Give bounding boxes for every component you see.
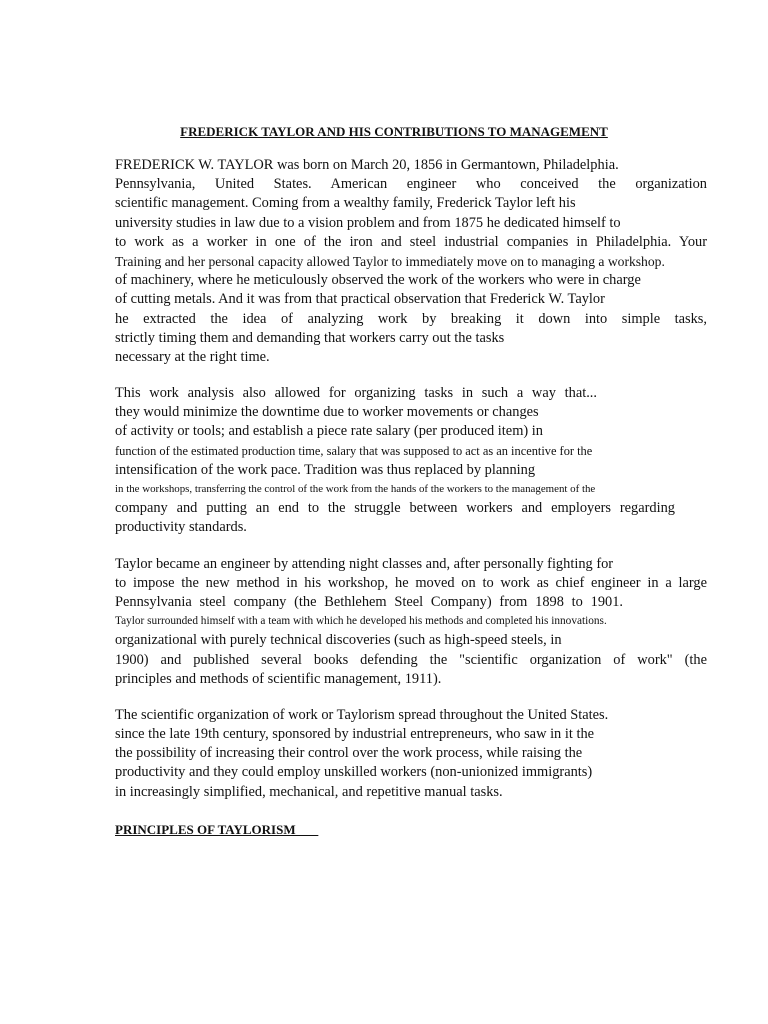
text-line: the possibility of increasing their control over the work process, while raising the xyxy=(115,745,583,762)
text-line: FREDERICK W. TAYLOR was born on March 20, 1856 in Germantown, Philadelphia. xyxy=(115,157,619,173)
text-line: intensification of the work pace. Tradition was thus replaced by planning xyxy=(115,461,536,478)
text-line: company and putting an end to the struggle between workers and employers regarding xyxy=(115,500,675,517)
text-line: they would minimize the downtime due to worker movements or changes xyxy=(115,404,539,421)
text-line: of machinery, where he meticulously observed the work of the workers who were in charge xyxy=(115,272,641,289)
text-line: This work analysis also allowed for organizing tasks in such a way that... xyxy=(115,385,597,402)
text-line: function of the estimated production time, salary that was supposed to act as an incentive for the xyxy=(115,443,593,458)
text-line: of activity or tools; and establish a piece rate salary (per produced item) in xyxy=(115,423,543,440)
text-line: in the workshops, transferring the control of the work from the hands of the workers to the management of the xyxy=(115,483,596,495)
text-line: The scientific organization of work or Taylorism spread throughout the United States. xyxy=(115,706,609,723)
text-line: Training and her personal capacity allowed Taylor to immediately move on to managing a workshop. xyxy=(115,253,665,269)
text-line: organizational with purely technical discoveries (such as high-speed steels, in xyxy=(115,632,562,649)
document-body xyxy=(115,156,707,802)
document-title: FREDERICK TAYLOR AND HIS CONTRIBUTIONS TO MANAGEMENT xyxy=(180,124,608,139)
text-line: Taylor became an engineer by attending night classes and, after personally fighting for xyxy=(115,555,614,572)
text-line: university studies in law due to a vision problem and from 1875 he dedicated himself to xyxy=(115,214,621,231)
text-line: productivity standards. xyxy=(115,519,247,536)
text-line: principles and methods of scientific management, 1911). xyxy=(115,670,442,687)
text-line: Pennsylvania steel company (the Bethlehem Steel Company) from 1898 to 1901. xyxy=(115,593,623,610)
text-line: in increasingly simplified, mechanical, and repetitive manual tasks. xyxy=(115,783,503,800)
text-line: he extracted the idea of analyzing work by breaking it down into simple tasks, xyxy=(115,310,707,327)
text-line: to work as a worker in one of the iron and steel industrial companies in Philadelphia. Your xyxy=(115,233,707,250)
text-line: necessary at the right time. xyxy=(115,348,270,365)
text-line: since the late 19th century, sponsored by industrial entrepreneurs, who saw in it the xyxy=(115,726,595,743)
text-line: 1900) and published several books defending the "scientific organization of work" (the xyxy=(115,651,707,668)
text-line: to impose the new method in his workshop, he moved on to work as chief engineer in a large xyxy=(115,574,707,591)
text-line: of cutting metals. And it was from that practical observation that Frederick W. Taylor xyxy=(115,291,605,308)
section-heading: PRINCIPLES OF TAYLORISM xyxy=(115,822,319,837)
text-line: scientific management. Coming from a wealthy family, Frederick Taylor left his xyxy=(115,195,576,212)
text-line: Pennsylvania, United States. American engineer who conceived the organization xyxy=(115,176,707,193)
text-line: productivity and they could employ unskilled workers (non-unionized immigrants) xyxy=(115,764,593,781)
text-line: strictly timing them and demanding that workers carry out the tasks xyxy=(115,329,505,346)
text-line: Taylor surrounded himself with a team with which he developed his methods and completed his innovations. xyxy=(115,615,607,628)
